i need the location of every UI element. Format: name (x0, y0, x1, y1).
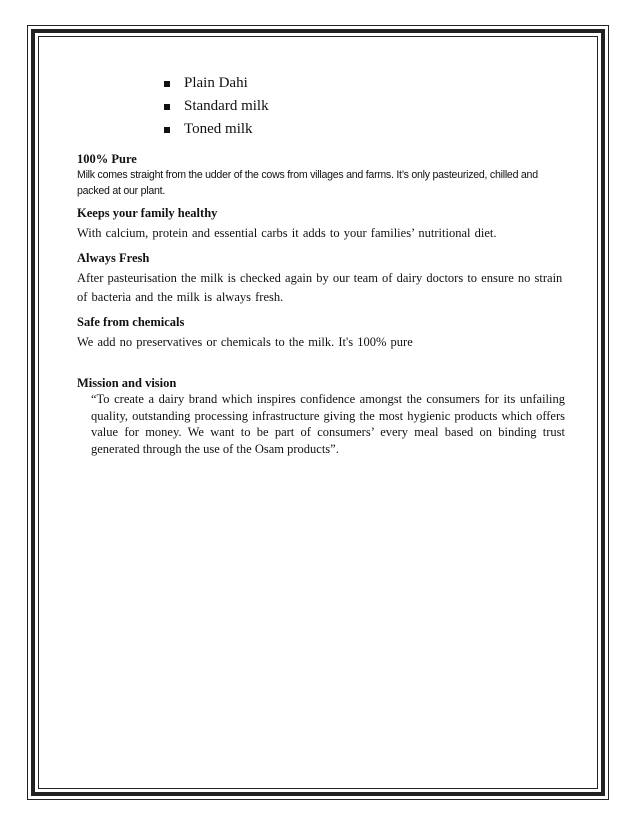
section-body: After pasteurisation the milk is checked again by our team of dairy doctors to ensure no strain of bacteria and the milk is always fresh. (77, 271, 563, 304)
section-chemicals (77, 314, 567, 352)
mission-statement: “To create a dairy brand which inspires confidence amongst the consumers for its unfailing quality, outstanding processing infrastructure giving the most hygienic products which offers value for money. We want to be part of consumers’ every meal based on binding trust generated through the use of the Osam products”. (91, 392, 565, 456)
section-healthy (77, 205, 567, 243)
product-list (160, 72, 269, 141)
section-heading: Safe from chemicals (77, 315, 185, 329)
section-heading: Keeps your family healthy (77, 206, 218, 220)
section-body: With calcium, protein and essential carbs it adds to your families’ nutritional diet. (77, 226, 497, 240)
list-item (160, 118, 269, 141)
section-mission (77, 375, 567, 457)
section-heading: Always Fresh (77, 251, 150, 265)
square-bullet-icon (164, 104, 170, 110)
list-item-label: Plain Dahi (184, 75, 248, 91)
list-item-label: Standard milk (184, 98, 269, 114)
list-item-label: Toned milk (184, 121, 253, 137)
list-item (160, 95, 269, 118)
section-body: Milk comes straight from the udder of the cows from villages and farms. It’s only pasteurized, chilled and packed at our plant. (77, 169, 538, 197)
section-fresh (77, 250, 567, 307)
square-bullet-icon (164, 127, 170, 133)
square-bullet-icon (164, 81, 170, 87)
list-item (160, 72, 269, 95)
section-pure (77, 151, 567, 199)
section-heading: Mission and vision (77, 376, 177, 390)
section-heading: 100% Pure (77, 152, 137, 166)
section-body: We add no preservatives or chemicals to the milk. It's 100% pure (77, 335, 413, 349)
